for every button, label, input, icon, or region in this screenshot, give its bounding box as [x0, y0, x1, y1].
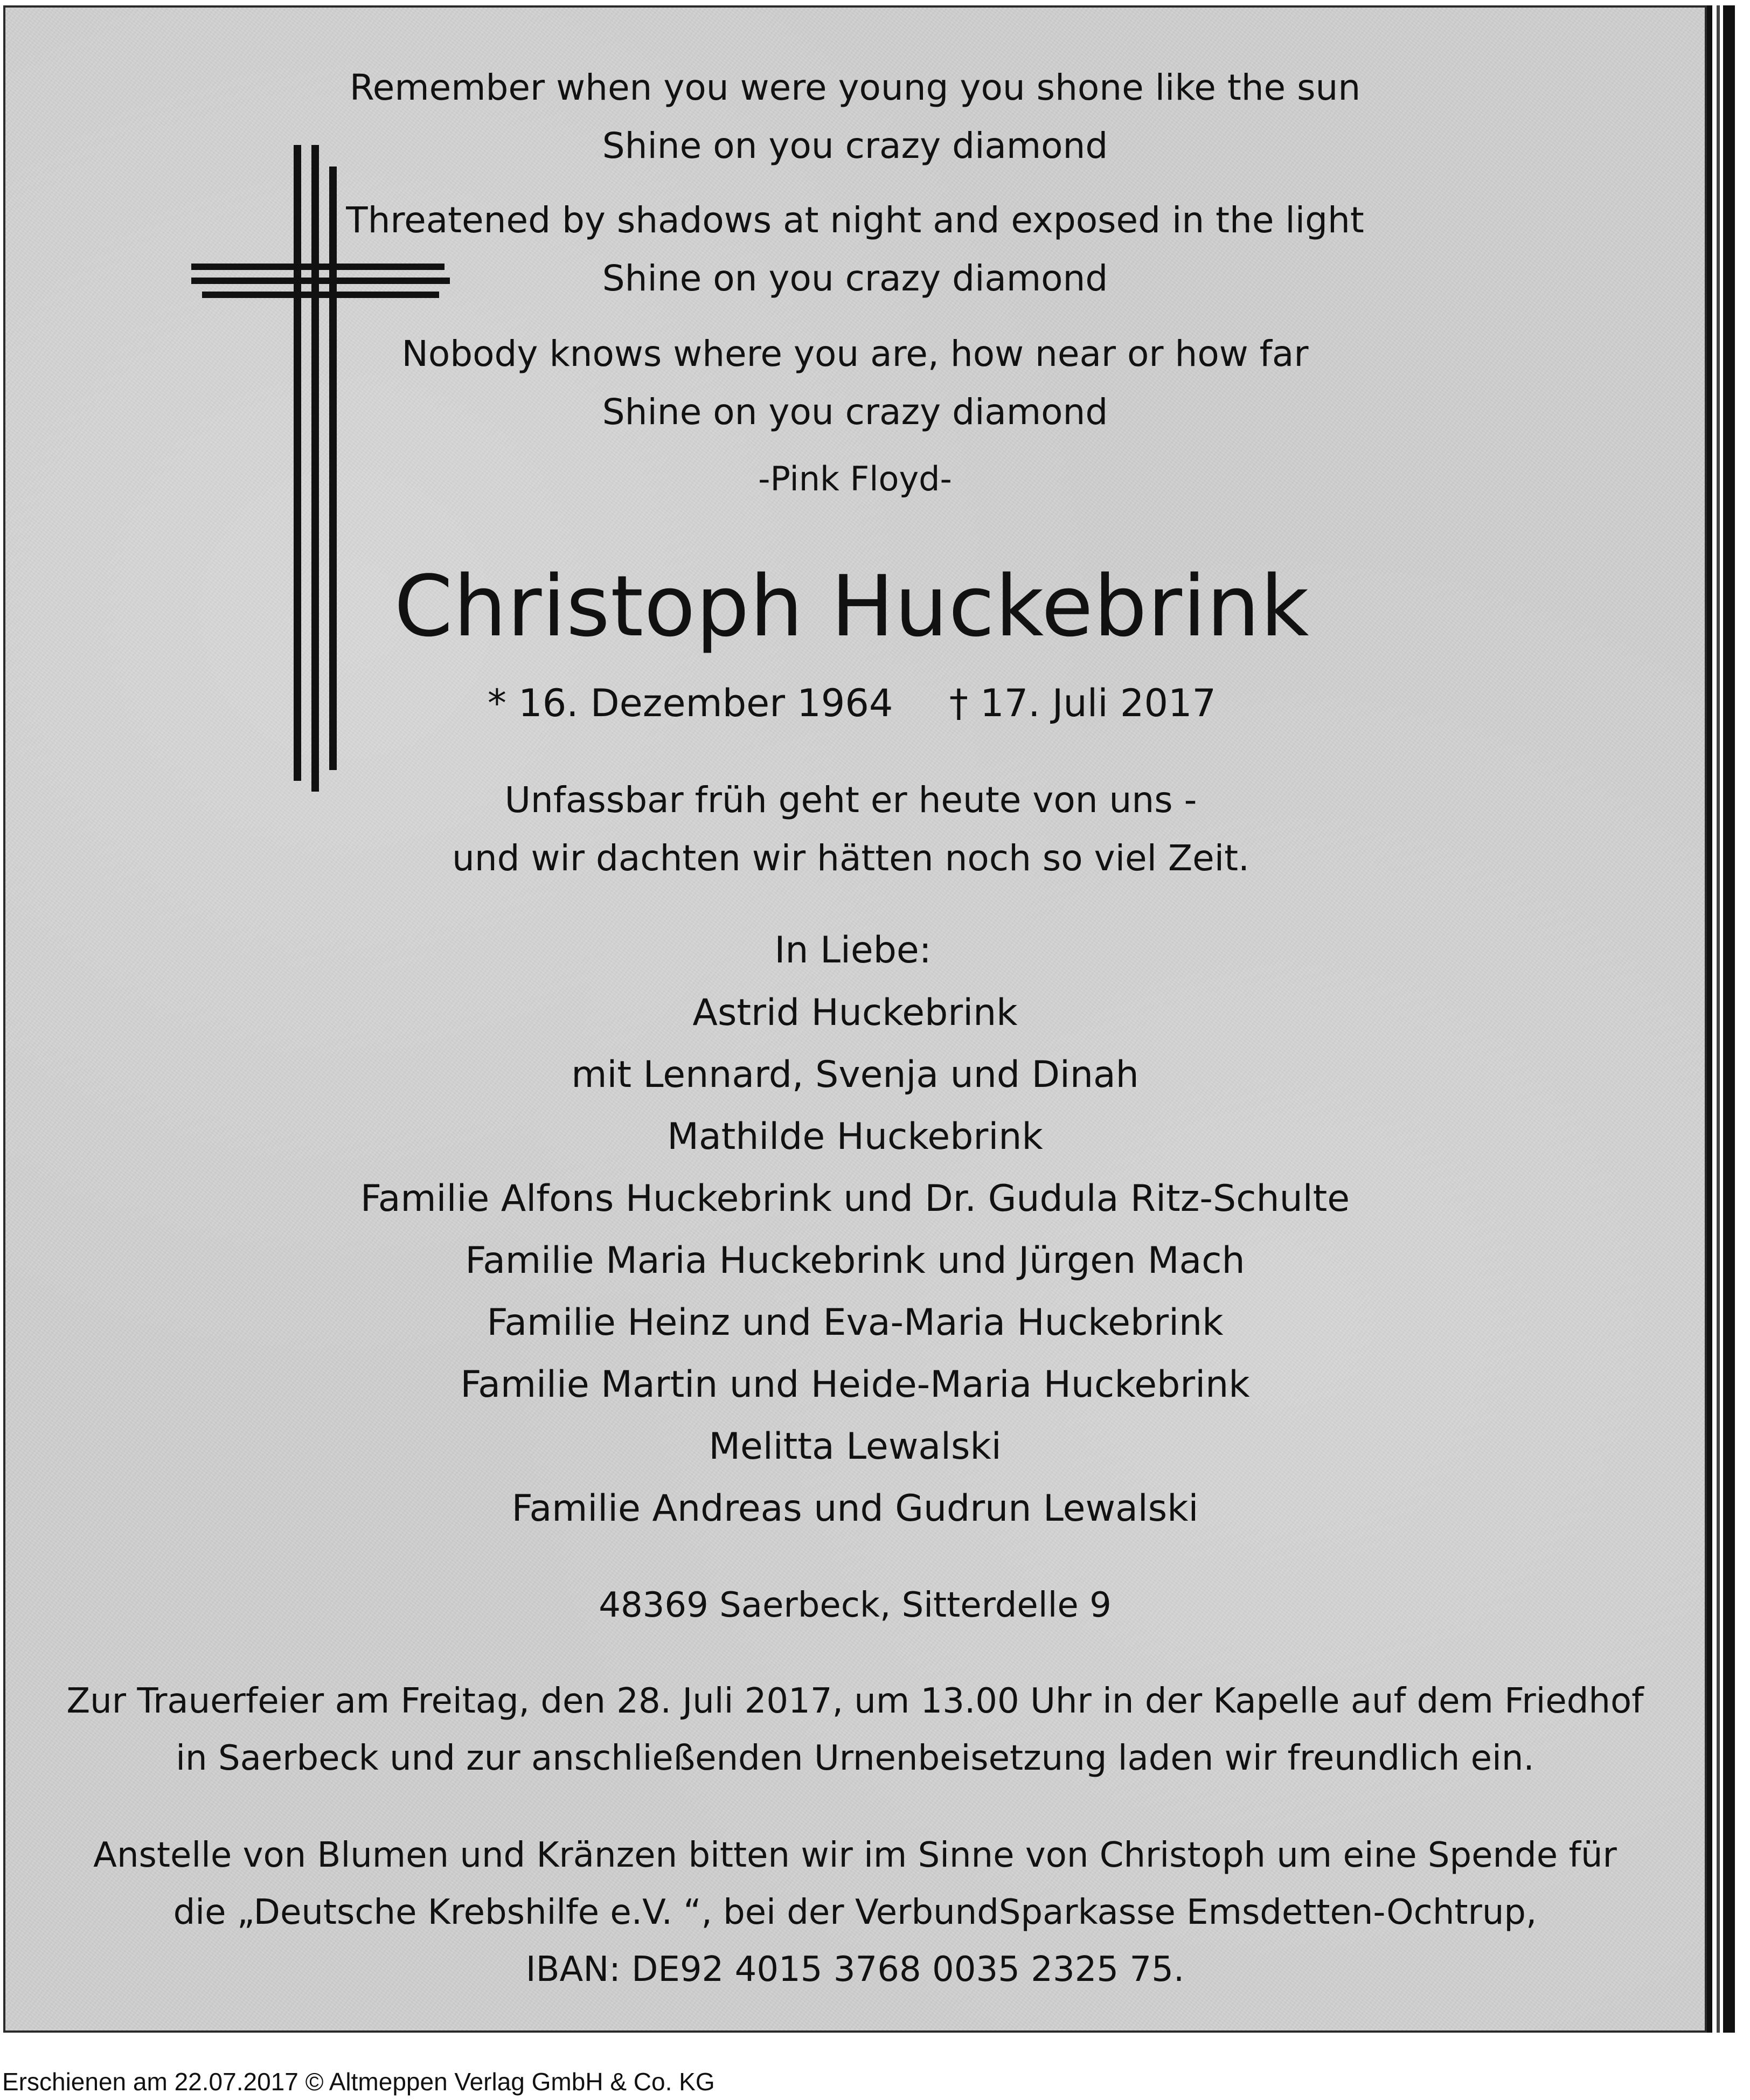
- poem-line-5: Nobody knows where you are, how near or how far: [401, 333, 1309, 375]
- mourner-name: Mathilde Huckebrink: [667, 1115, 1043, 1158]
- life-dates: [2, 681, 1702, 725]
- subtitle-line-1: Unfassbar früh geht er heute von uns -: [504, 779, 1197, 821]
- donation-line-2: die „Deutsche Krebshilfe e.V. “, bei der VerbundSparkasse Emsdetten-Ochtrup,: [173, 1893, 1537, 1932]
- page-edge: [1707, 5, 1750, 2033]
- donation-line-3: IBAN: DE92 4015 3768 0035 2325 75.: [525, 1950, 1185, 1990]
- mourner-name: Familie Andreas und Gudrun Lewalski: [511, 1487, 1199, 1530]
- poem-line-6: Shine on you crazy diamond: [602, 391, 1108, 433]
- mourners-intro: In Liebe:: [774, 929, 932, 972]
- funeral-line-1: Zur Trauerfeier am Freitag, den 28. Juli 2017, um 13.00 Uhr in der Kapelle auf dem Friedhof: [66, 1681, 1644, 1721]
- mourner-name: Astrid Huckebrink: [692, 992, 1018, 1034]
- death-date: † 17. Juli 2017: [949, 681, 1217, 725]
- mourner-name: mit Lennard, Svenja und Dinah: [571, 1054, 1139, 1096]
- deceased-name: Christoph Huckebrink: [394, 557, 1310, 655]
- mourner-name: Melitta Lewalski: [709, 1425, 1002, 1468]
- poem-line-3: Threatened by shadows at night and exposed in the light: [346, 199, 1364, 241]
- poem-attribution: -Pink Floyd-: [758, 459, 952, 498]
- mourner-name: Familie Martin und Heide-Maria Huckebrink: [460, 1363, 1250, 1406]
- poem-line-2: Shine on you crazy diamond: [602, 125, 1108, 167]
- poem-line-1: Remember when you were young you shone like the sun: [349, 67, 1361, 108]
- funeral-line-2: in Saerbeck und zur anschließenden Urnenbeisetzung laden wir freundlich ein.: [176, 1738, 1534, 1778]
- birth-date: * 16. Dezember 1964: [487, 681, 893, 725]
- mourner-name: Familie Heinz und Eva-Maria Huckebrink: [487, 1301, 1224, 1344]
- subtitle-line-2: und wir dachten wir hätten noch so viel Zeit.: [452, 837, 1249, 879]
- mourner-name: Familie Alfons Huckebrink und Dr. Gudula Ritz-Schulte: [360, 1177, 1350, 1220]
- publication-footer: Erschienen am 22.07.2017 © Altmeppen Verlag GmbH & Co. KG: [2, 2068, 715, 2096]
- donation-line-1: Anstelle von Blumen und Kränzen bitten wir im Sinne von Christoph um eine Spende für: [93, 1835, 1617, 1875]
- obituary-notice: [3, 5, 1707, 2033]
- address: 48369 Saerbeck, Sitterdelle 9: [599, 1585, 1112, 1625]
- mourner-name: Familie Maria Huckebrink und Jürgen Mach: [465, 1239, 1245, 1282]
- poem-line-4: Shine on you crazy diamond: [602, 258, 1108, 299]
